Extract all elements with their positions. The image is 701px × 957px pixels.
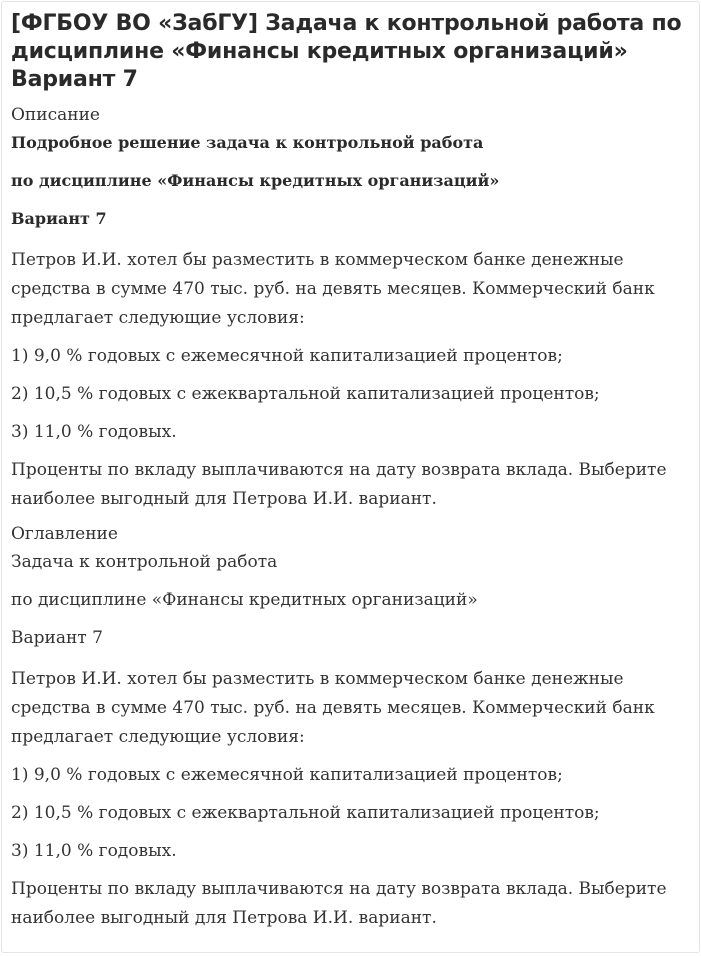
toc-label: Оглавление (11, 524, 118, 544)
description-option-3: 3) 11,0 % годовых. (11, 422, 177, 442)
description-heading-3: Вариант 7 (11, 209, 107, 228)
toc-option-1: 1) 9,0 % годовых с ежемесячной капитализацией процентов; (11, 765, 563, 785)
description-heading-1: Подробное решение задача к контрольной работа (11, 133, 484, 152)
description-option-1: 1) 9,0 % годовых с ежемесячной капитализацией процентов; (11, 346, 563, 366)
description-paragraph-2: Проценты по вкладу выплачиваются на дату возврата вклада. Выберите наиболее выгодный для Петрова И.И. вариант. (11, 460, 667, 509)
product-card (1, 1, 700, 953)
description-label: Описание (11, 105, 100, 125)
page-title: [ФГБОУ ВО «ЗабГУ] Задача к контрольной работа по дисциплине «Финансы кредитных организаций» Вариант 7 (11, 11, 682, 92)
toc-option-2: 2) 10,5 % годовых с ежеквартальной капитализацией процентов; (11, 803, 600, 823)
description-paragraph-1: Петров И.И. хотел бы разместить в коммерческом банке денежные средства в сумме 470 тыс. руб. на девять месяцев. Коммерческий банк предлагает следующие условия: (11, 250, 655, 328)
toc-paragraph-2: Проценты по вкладу выплачиваются на дату возврата вклада. Выберите наиболее выгодный для Петрова И.И. вариант. (11, 879, 667, 928)
toc-option-3: 3) 11,0 % годовых. (11, 841, 177, 861)
description-heading-2: по дисциплине «Финансы кредитных организаций» (11, 171, 500, 190)
toc-line-2: по дисциплине «Финансы кредитных организаций» (11, 590, 478, 610)
toc-line-3: Вариант 7 (11, 628, 103, 648)
toc-paragraph-1: Петров И.И. хотел бы разместить в коммерческом банке денежные средства в сумме 470 тыс. руб. на девять месяцев. Коммерческий банк предлагает следующие условия: (11, 669, 655, 747)
description-option-2: 2) 10,5 % годовых с ежеквартальной капитализацией процентов; (11, 384, 600, 404)
toc-line-1: Задача к контрольной работа (11, 552, 278, 572)
